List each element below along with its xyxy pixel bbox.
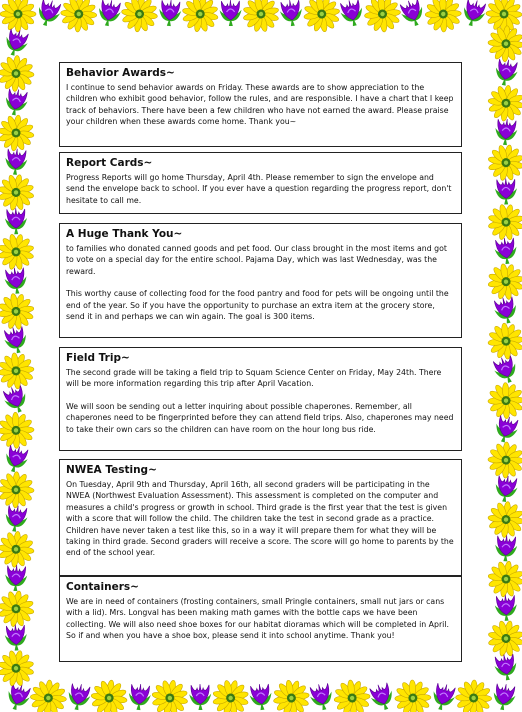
flower-icon — [239, 0, 284, 36]
section-report-cards — [59, 152, 462, 214]
flower-icon — [483, 259, 522, 305]
flower-icon — [455, 679, 492, 712]
flower-icon — [268, 675, 314, 712]
flower-icon — [1, 384, 30, 416]
flower-icon — [482, 317, 522, 365]
flower-icon — [482, 376, 522, 425]
section-title: Field Trip~ — [66, 352, 130, 364]
flower-icon — [495, 178, 517, 204]
flower-icon — [34, 0, 63, 29]
flower-icon — [308, 682, 335, 712]
flower-icon — [491, 682, 517, 711]
flower-icon — [149, 677, 192, 712]
flower-icon — [493, 474, 519, 503]
section-paragraph: to families who donated canned goods and pet food. Our class brought in the most items and got to vote on a special day for the entire school. Pajama Day, which was last Wednesday, was the reward. — [66, 244, 447, 276]
flower-icon — [368, 681, 397, 712]
flower-icon — [487, 441, 522, 478]
flower-icon — [486, 83, 522, 124]
flower-icon — [328, 674, 376, 712]
flower-icon — [0, 588, 37, 630]
flower-icon — [0, 171, 37, 214]
flower-icon — [29, 679, 67, 712]
flower-icon — [338, 0, 365, 28]
flower-icon — [179, 0, 222, 35]
section-title: NWEA Testing~ — [66, 464, 157, 476]
flower-icon — [0, 0, 36, 32]
flower-icon — [398, 0, 427, 29]
flower-icon — [493, 237, 518, 265]
flower-icon — [491, 354, 520, 386]
flower-icon — [96, 0, 123, 28]
flower-icon — [494, 535, 517, 562]
flower-icon — [0, 230, 38, 275]
flower-icon — [158, 0, 182, 27]
flower-icon — [430, 682, 458, 712]
flower-icon — [4, 148, 28, 176]
section-title: Behavior Awards~ — [66, 67, 175, 79]
section-containers — [59, 576, 462, 662]
flower-icon — [2, 325, 29, 355]
flower-icon — [484, 200, 522, 245]
flower-icon — [494, 594, 517, 621]
flower-icon — [4, 624, 27, 651]
section-thank-you — [59, 223, 462, 338]
section-paragraph: I continue to send behavior awards on Friday. These awards are to show appreciation to the children who exhibit good behavior, follow the rules, and are responsible. I have a chart that I keep track of behaviors. There have been a few children who have not earned the award. Please praise your children when these awards come home. Thank you~ — [66, 83, 454, 127]
section-paragraph: We will soon be sending out a letter inquiring about possible chaperones. Remember, all chaperones need to be fingerprinted before they can attend field trips. Also, chaperones may need to take their own cars so the children can have room on the hour long bus ride. — [66, 401, 454, 434]
flower-icon — [4, 681, 33, 712]
flower-icon — [2, 27, 31, 58]
flower-icon — [419, 0, 468, 38]
flower-icon — [299, 0, 345, 37]
flower-icon — [5, 208, 27, 234]
flower-icon — [487, 25, 522, 63]
flower-icon — [0, 406, 40, 455]
flower-icon — [219, 0, 241, 26]
flower-icon — [485, 141, 522, 184]
flower-icon — [119, 0, 160, 34]
flower-icon — [189, 684, 211, 710]
flower-icon — [0, 54, 35, 92]
flower-icon — [3, 504, 29, 533]
flower-icon — [0, 113, 36, 154]
section-paragraph: Progress Reports will go home Thursday, April 4th. Please remember to sign the envelope and send the envelope back to school. If you ever have a question regarding the progress report, don't hesitate to call me. — [66, 173, 452, 205]
flower-icon — [359, 0, 407, 38]
flower-icon — [0, 471, 35, 508]
section-title: Containers~ — [66, 581, 139, 593]
flower-icon — [389, 674, 438, 712]
flower-icon — [460, 0, 488, 28]
section-nwea-testing — [59, 459, 462, 576]
flower-icon — [485, 0, 522, 33]
flower-icon — [0, 288, 39, 334]
flower-icon — [4, 564, 27, 591]
flower-icon — [208, 676, 253, 712]
flower-icon — [493, 653, 519, 682]
section-field-trip — [59, 347, 462, 451]
flower-icon — [493, 58, 520, 88]
flower-icon — [127, 683, 151, 711]
section-paragraph: On Tuesday, April 9th and Thursday, April 16th, all second graders will be participating in the NWEA (Northwest Evaluation Assessment). This assessment is completed on the computer and measures a child's progress or growth in school. Third grade is the first year that the test is given with a score that will follow the child. The children take the test in second grade as a practice. Children have never taken a test like this, so in a way it will prepare them for what they will be taking in third grade. Second graders will receive a score. The score will go home to parents by the end of the school year. — [66, 480, 454, 558]
flower-icon — [279, 0, 304, 27]
flower-icon — [492, 295, 519, 325]
flower-icon — [0, 646, 38, 690]
section-paragraph: This worthy cause of collecting food for the food pantry and food for pets will be ongoing until the end of the year. So if you have the opportunity to purchase an extra item at the grocery store, send it in and perhaps we can win again. The goal is 300 items. — [66, 289, 449, 322]
flower-icon — [66, 682, 93, 712]
flower-icon — [60, 0, 98, 33]
section-paragraph: We are in need of containers (frosting containers, small Pringle containers, small nut jars or cans with a lid). Mrs. Longval has been making math games with the bottle caps we have been collecting. We will also need shoe boxes for our habitat dioramas which will be completed in April. So if and when you have a shoe box, please send it into school anytime. Thank you! — [66, 597, 449, 641]
flower-icon — [0, 530, 36, 570]
flower-icon — [486, 500, 522, 540]
flower-icon — [89, 678, 130, 712]
flower-icon — [3, 266, 28, 294]
flower-icon — [3, 87, 30, 117]
flower-icon — [248, 683, 273, 711]
flower-icon — [485, 558, 522, 600]
flower-icon — [484, 617, 522, 661]
flower-icon — [494, 118, 518, 146]
section-title: A Huge Thank You~ — [66, 228, 183, 240]
section-title: Report Cards~ — [66, 157, 153, 169]
section-behavior-awards — [59, 62, 462, 147]
section-paragraph: The second grade will be taking a field trip to Squam Science Center on Friday, May 24th. There will be more information regarding this trip after April Vacation. — [66, 368, 442, 389]
